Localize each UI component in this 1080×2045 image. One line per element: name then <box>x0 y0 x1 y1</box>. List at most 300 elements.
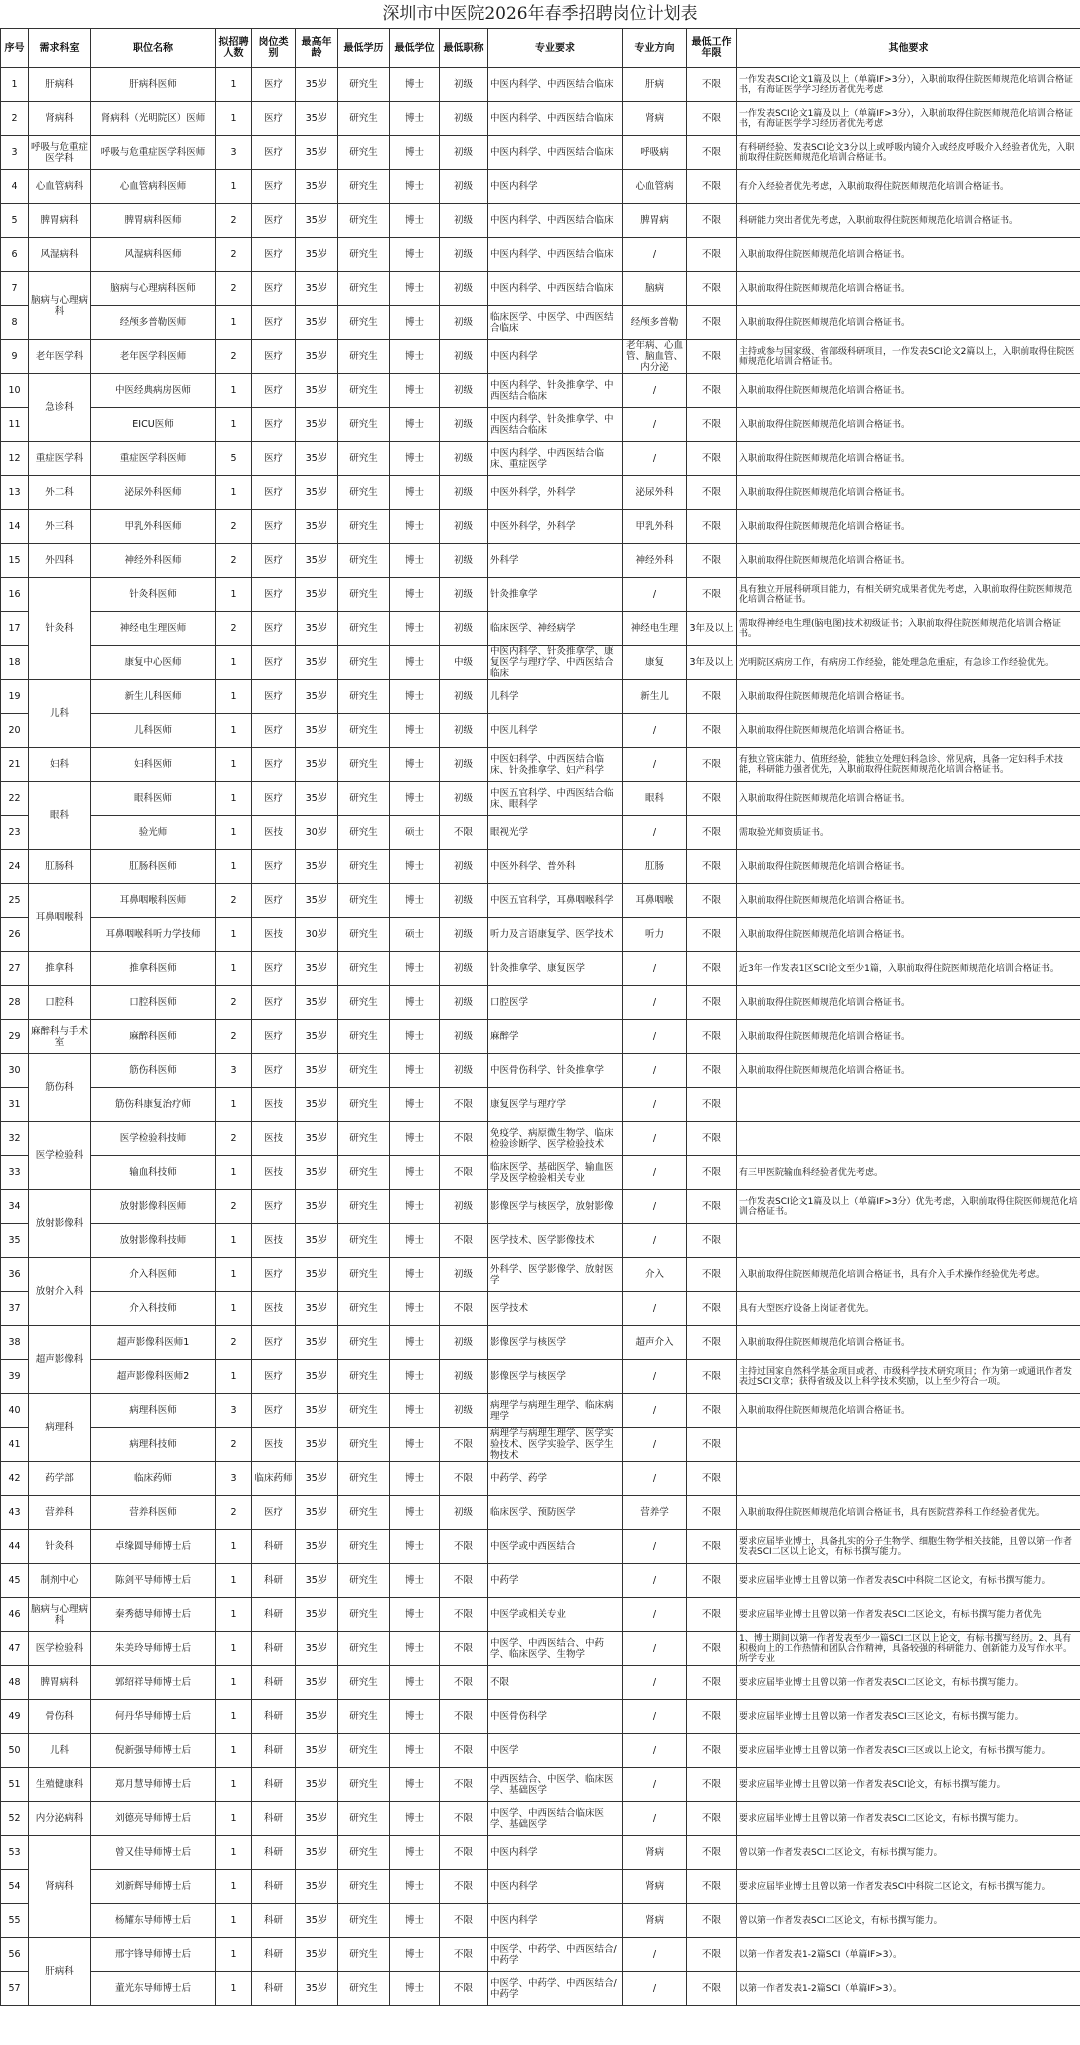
cell-title: 初级 <box>440 1360 488 1394</box>
cell-degree: 博士 <box>390 1530 440 1564</box>
cell-dept: 儿科 <box>29 1734 91 1768</box>
cell-position: 眼科医师 <box>91 782 216 816</box>
cell-other: 入职前取得住院医师规范化培训合格证书。 <box>737 850 1080 884</box>
cell-direction: 听力 <box>623 918 687 952</box>
table-row <box>1 442 1080 476</box>
cell-education: 研究生 <box>338 1700 390 1734</box>
cell-count: 1 <box>216 714 252 748</box>
table-row <box>1 1530 1080 1564</box>
cell-age: 35岁 <box>296 1904 338 1938</box>
cell-direction: / <box>623 1598 687 1632</box>
cell-degree: 博士 <box>390 68 440 102</box>
cell-position: 脑病与心理病科医师 <box>91 272 216 306</box>
cell-age: 35岁 <box>296 578 338 612</box>
cell-education: 研究生 <box>338 136 390 170</box>
cell-degree: 博士 <box>390 1360 440 1394</box>
cell-years: 不限 <box>687 816 737 850</box>
cell-major: 中医学、中药学、中西医结合/中药学 <box>488 1972 623 2006</box>
cell-education: 研究生 <box>338 170 390 204</box>
cell-category: 医技 <box>252 918 296 952</box>
cell-other: 入职前取得住院医师规范化培训合格证书。 <box>737 986 1080 1020</box>
cell-dept: 老年医学科 <box>29 340 91 374</box>
cell-degree: 博士 <box>390 952 440 986</box>
cell-years: 不限 <box>687 1054 737 1088</box>
cell-dept: 内分泌病科 <box>29 1802 91 1836</box>
cell-other: 入职前取得住院医师规范化培训合格证书。 <box>737 306 1080 340</box>
cell-category: 临床药师 <box>252 1462 296 1496</box>
cell-age: 35岁 <box>296 102 338 136</box>
cell-years: 3年及以上 <box>687 612 737 646</box>
cell-count: 1 <box>216 1938 252 1972</box>
cell-count: 1 <box>216 408 252 442</box>
cell-direction: / <box>623 1972 687 2006</box>
table-row <box>1 1394 1080 1428</box>
cell-position: 临床药师 <box>91 1462 216 1496</box>
cell-category: 科研 <box>252 1632 296 1666</box>
cell-category: 医疗 <box>252 952 296 986</box>
header-position: 职位名称 <box>91 29 216 68</box>
cell-age: 35岁 <box>296 340 338 374</box>
cell-category: 医疗 <box>252 306 296 340</box>
cell-education: 研究生 <box>338 1938 390 1972</box>
cell-major: 中医骨伤科学 <box>488 1700 623 1734</box>
cell-title: 初级 <box>440 136 488 170</box>
cell-category: 医疗 <box>252 476 296 510</box>
cell-title: 不限 <box>440 1088 488 1122</box>
cell-count: 2 <box>216 340 252 374</box>
cell-age: 35岁 <box>296 1632 338 1666</box>
header-row <box>1 29 1080 68</box>
cell-no: 21 <box>1 748 29 782</box>
cell-count: 3 <box>216 1462 252 1496</box>
cell-degree: 博士 <box>390 1904 440 1938</box>
table-row <box>1 1938 1080 1972</box>
cell-position: 何丹华导师博士后 <box>91 1700 216 1734</box>
cell-education: 研究生 <box>338 1632 390 1666</box>
cell-direction: / <box>623 1938 687 1972</box>
cell-degree: 硕士 <box>390 816 440 850</box>
cell-years: 不限 <box>687 1292 737 1326</box>
cell-years: 不限 <box>687 1020 737 1054</box>
table-row <box>1 1122 1080 1156</box>
cell-age: 35岁 <box>296 204 338 238</box>
cell-count: 2 <box>216 544 252 578</box>
cell-other: 入职前取得住院医师规范化培训合格证书。 <box>737 714 1080 748</box>
cell-education: 研究生 <box>338 102 390 136</box>
cell-position: 儿科医师 <box>91 714 216 748</box>
cell-title: 不限 <box>440 816 488 850</box>
cell-other: 科研能力突出者优先考虑，入职前取得住院医师规范化培训合格证书。 <box>737 204 1080 238</box>
table-row <box>1 1870 1080 1904</box>
cell-category: 医技 <box>252 1292 296 1326</box>
cell-title: 初级 <box>440 850 488 884</box>
cell-age: 35岁 <box>296 408 338 442</box>
cell-years: 不限 <box>687 1496 737 1530</box>
cell-count: 1 <box>216 102 252 136</box>
cell-degree: 博士 <box>390 1122 440 1156</box>
cell-education: 研究生 <box>338 1734 390 1768</box>
cell-major: 中医内科学、针灸推拿学、中西医结合临床 <box>488 408 623 442</box>
cell-education: 研究生 <box>338 782 390 816</box>
cell-major: 免疫学、病原微生物学、临床检验诊断学、医学检验技术 <box>488 1122 623 1156</box>
cell-age: 35岁 <box>296 1530 338 1564</box>
cell-direction: / <box>623 1292 687 1326</box>
cell-count: 1 <box>216 1530 252 1564</box>
cell-title: 不限 <box>440 1156 488 1190</box>
cell-education: 研究生 <box>338 408 390 442</box>
cell-category: 医疗 <box>252 986 296 1020</box>
cell-category: 医疗 <box>252 544 296 578</box>
cell-no: 8 <box>1 306 29 340</box>
cell-major: 病理学与病理生理学、医学实验技术、医学实验学、医学生物技术 <box>488 1428 623 1462</box>
cell-age: 35岁 <box>296 136 338 170</box>
table-row <box>1 68 1080 102</box>
cell-major: 临床医学、中医学、中西医结合临床 <box>488 306 623 340</box>
cell-age: 35岁 <box>296 782 338 816</box>
cell-education: 研究生 <box>338 1326 390 1360</box>
cell-position: 麻醉科医师 <box>91 1020 216 1054</box>
cell-title: 中级 <box>440 646 488 680</box>
cell-category: 医疗 <box>252 850 296 884</box>
cell-years: 不限 <box>687 1700 737 1734</box>
recruitment-table <box>0 28 1080 2006</box>
cell-position: 放射影像科技师 <box>91 1224 216 1258</box>
cell-direction: 营养学 <box>623 1496 687 1530</box>
cell-dept: 风湿病科 <box>29 238 91 272</box>
cell-age: 30岁 <box>296 918 338 952</box>
cell-direction: / <box>623 816 687 850</box>
cell-category: 医疗 <box>252 1258 296 1292</box>
cell-direction: 新生儿 <box>623 680 687 714</box>
cell-education: 研究生 <box>338 1802 390 1836</box>
cell-major: 中医外科学，外科学 <box>488 510 623 544</box>
cell-major: 中医骨伤科学、针灸推拿学 <box>488 1054 623 1088</box>
cell-count: 1 <box>216 1632 252 1666</box>
table-row <box>1 1326 1080 1360</box>
cell-count: 1 <box>216 1224 252 1258</box>
cell-count: 2 <box>216 204 252 238</box>
table-row <box>1 476 1080 510</box>
cell-title: 不限 <box>440 1598 488 1632</box>
cell-category: 医疗 <box>252 374 296 408</box>
cell-direction: 脾胃病 <box>623 204 687 238</box>
cell-direction: 脑病 <box>623 272 687 306</box>
cell-title: 不限 <box>440 1802 488 1836</box>
cell-direction: 神经外科 <box>623 544 687 578</box>
cell-major: 针灸推拿学、康复医学 <box>488 952 623 986</box>
cell-position: 验光师 <box>91 816 216 850</box>
cell-years: 不限 <box>687 306 737 340</box>
cell-other: 入职前取得住院医师规范化培训合格证书。 <box>737 510 1080 544</box>
cell-other: 要求应届毕业博士且曾以第一作者发表SCI中科院二区论文，有标书撰写能力。 <box>737 1564 1080 1598</box>
cell-age: 35岁 <box>296 1088 338 1122</box>
cell-degree: 博士 <box>390 272 440 306</box>
cell-category: 医疗 <box>252 578 296 612</box>
cell-years: 不限 <box>687 1632 737 1666</box>
table-row <box>1 1462 1080 1496</box>
cell-major: 中医内科学、中西医结合临床 <box>488 204 623 238</box>
cell-other: 1、博士期间以第一作者发表至少一篇SCI二区以上论文，有标书撰写经历。2、具有积极向上的工作热情和团队合作精神，具备较强的科研能力、创新能力及写作水平。所学专业 <box>737 1632 1080 1666</box>
cell-dept: 推拿科 <box>29 952 91 986</box>
cell-category: 医疗 <box>252 612 296 646</box>
cell-dept: 心血管病科 <box>29 170 91 204</box>
cell-major: 中医外科学、普外科 <box>488 850 623 884</box>
cell-major: 中医内科学、中西医结合临床 <box>488 136 623 170</box>
cell-count: 1 <box>216 1360 252 1394</box>
cell-other: 入职前取得住院医师规范化培训合格证书。 <box>737 884 1080 918</box>
cell-position: 中医经典病房医师 <box>91 374 216 408</box>
cell-age: 35岁 <box>296 952 338 986</box>
cell-title: 初级 <box>440 476 488 510</box>
cell-degree: 博士 <box>390 1734 440 1768</box>
cell-count: 1 <box>216 1870 252 1904</box>
cell-major: 中医内科学 <box>488 1904 623 1938</box>
cell-major: 听力及言语康复学、医学技术 <box>488 918 623 952</box>
cell-direction: 经颅多普勒 <box>623 306 687 340</box>
cell-degree: 博士 <box>390 374 440 408</box>
cell-years: 不限 <box>687 442 737 476</box>
cell-direction: 肾病 <box>623 1870 687 1904</box>
cell-dept: 病理科 <box>29 1394 91 1462</box>
cell-category: 医疗 <box>252 1190 296 1224</box>
cell-major: 影像医学与核医学 <box>488 1326 623 1360</box>
cell-position: 推拿科医师 <box>91 952 216 986</box>
cell-count: 1 <box>216 1802 252 1836</box>
cell-other: 入职前取得住院医师规范化培训合格证书。 <box>737 1326 1080 1360</box>
cell-category: 医疗 <box>252 272 296 306</box>
cell-other: 要求应届毕业博士且曾以第一作者发表SCI三区或以上论文，有标书撰写能力。 <box>737 1734 1080 1768</box>
cell-title: 不限 <box>440 1904 488 1938</box>
cell-category: 科研 <box>252 1564 296 1598</box>
cell-title: 初级 <box>440 612 488 646</box>
cell-title: 初级 <box>440 1326 488 1360</box>
cell-no: 46 <box>1 1598 29 1632</box>
cell-category: 医疗 <box>252 1020 296 1054</box>
cell-direction: / <box>623 1462 687 1496</box>
table-row <box>1 1360 1080 1394</box>
cell-direction: / <box>623 714 687 748</box>
cell-no: 25 <box>1 884 29 918</box>
cell-age: 35岁 <box>296 1836 338 1870</box>
cell-category: 医疗 <box>252 136 296 170</box>
cell-no: 13 <box>1 476 29 510</box>
header-age: 最高年龄 <box>296 29 338 68</box>
cell-category: 科研 <box>252 1904 296 1938</box>
cell-years: 不限 <box>687 544 737 578</box>
cell-position: 呼吸与危重症医学科医师 <box>91 136 216 170</box>
cell-count: 3 <box>216 1394 252 1428</box>
cell-position: 秦秀德导师博士后 <box>91 1598 216 1632</box>
cell-education: 研究生 <box>338 1972 390 2006</box>
header-dept: 需求科室 <box>29 29 91 68</box>
cell-no: 1 <box>1 68 29 102</box>
cell-title: 不限 <box>440 1972 488 2006</box>
cell-education: 研究生 <box>338 204 390 238</box>
cell-direction: 超声介入 <box>623 1326 687 1360</box>
table-row <box>1 1904 1080 1938</box>
cell-position: 倪新强导师博士后 <box>91 1734 216 1768</box>
cell-degree: 博士 <box>390 884 440 918</box>
cell-education: 研究生 <box>338 884 390 918</box>
cell-age: 35岁 <box>296 1938 338 1972</box>
cell-major: 中医儿科学 <box>488 714 623 748</box>
cell-category: 医疗 <box>252 782 296 816</box>
cell-no: 56 <box>1 1938 29 1972</box>
cell-education: 研究生 <box>338 1496 390 1530</box>
cell-category: 医技 <box>252 1156 296 1190</box>
cell-dept: 肾病科 <box>29 1836 91 1938</box>
cell-major: 中医学 <box>488 1734 623 1768</box>
table-row <box>1 1292 1080 1326</box>
cell-years: 不限 <box>687 238 737 272</box>
cell-count: 1 <box>216 374 252 408</box>
cell-other: 有介入经验者优先考虑，入职前取得住院医师规范化培训合格证书。 <box>737 170 1080 204</box>
cell-no: 23 <box>1 816 29 850</box>
table-row <box>1 374 1080 408</box>
cell-title: 不限 <box>440 1734 488 1768</box>
cell-title: 不限 <box>440 1564 488 1598</box>
cell-count: 1 <box>216 1258 252 1292</box>
table-row <box>1 714 1080 748</box>
cell-position: 郑月慧导师博士后 <box>91 1768 216 1802</box>
cell-position: 肛肠科医师 <box>91 850 216 884</box>
cell-degree: 博士 <box>390 1224 440 1258</box>
cell-education: 研究生 <box>338 1904 390 1938</box>
cell-category: 科研 <box>252 1530 296 1564</box>
cell-direction: / <box>623 578 687 612</box>
cell-education: 研究生 <box>338 374 390 408</box>
cell-education: 研究生 <box>338 544 390 578</box>
header-years: 最低工作年限 <box>687 29 737 68</box>
cell-age: 35岁 <box>296 238 338 272</box>
cell-title: 初级 <box>440 374 488 408</box>
cell-no: 9 <box>1 340 29 374</box>
cell-age: 35岁 <box>296 374 338 408</box>
table-row <box>1 1156 1080 1190</box>
cell-count: 3 <box>216 136 252 170</box>
cell-direction: 呼吸病 <box>623 136 687 170</box>
cell-count: 1 <box>216 816 252 850</box>
cell-dept: 药学部 <box>29 1462 91 1496</box>
cell-years: 不限 <box>687 1564 737 1598</box>
cell-education: 研究生 <box>338 612 390 646</box>
cell-dept: 骨伤科 <box>29 1700 91 1734</box>
cell-dept: 脑病与心理病科 <box>29 272 91 340</box>
cell-no: 7 <box>1 272 29 306</box>
cell-count: 1 <box>216 1836 252 1870</box>
cell-age: 35岁 <box>296 272 338 306</box>
cell-other: 一作发表SCI论文1篇及以上（单篇IF>3分）优先考虑，入职前取得住院医师规范化培训合格证书。 <box>737 1190 1080 1224</box>
cell-title: 初级 <box>440 1258 488 1292</box>
cell-years: 不限 <box>687 1156 737 1190</box>
cell-count: 1 <box>216 1734 252 1768</box>
cell-count: 1 <box>216 1088 252 1122</box>
cell-years: 不限 <box>687 136 737 170</box>
cell-category: 医技 <box>252 816 296 850</box>
cell-age: 35岁 <box>296 1768 338 1802</box>
cell-direction: 肛肠 <box>623 850 687 884</box>
cell-major: 外科学、医学影像学、放射医学 <box>488 1258 623 1292</box>
cell-direction: / <box>623 952 687 986</box>
cell-direction: / <box>623 1802 687 1836</box>
cell-education: 研究生 <box>338 850 390 884</box>
header-no: 序号 <box>1 29 29 68</box>
cell-age: 35岁 <box>296 1292 338 1326</box>
cell-other: 一作发表SCI论文1篇及以上（单篇IF>3分），入职前取得住院医师规范化培训合格证书，有海证医学学习经历者优先考虑 <box>737 68 1080 102</box>
cell-major: 中医学或相关专业 <box>488 1598 623 1632</box>
cell-education: 研究生 <box>338 646 390 680</box>
table-row <box>1 170 1080 204</box>
cell-count: 1 <box>216 850 252 884</box>
cell-education: 研究生 <box>338 272 390 306</box>
cell-age: 35岁 <box>296 1802 338 1836</box>
cell-category: 科研 <box>252 1870 296 1904</box>
cell-position: 杨耀东导师博士后 <box>91 1904 216 1938</box>
cell-position: 康复中心医师 <box>91 646 216 680</box>
cell-category: 医疗 <box>252 442 296 476</box>
table-row <box>1 510 1080 544</box>
cell-degree: 博士 <box>390 510 440 544</box>
cell-dept: 制剂中心 <box>29 1564 91 1598</box>
cell-title: 初级 <box>440 442 488 476</box>
cell-other: 以第一作者发表1-2篇SCI（单篇IF>3）。 <box>737 1972 1080 2006</box>
cell-no: 5 <box>1 204 29 238</box>
cell-age: 35岁 <box>296 850 338 884</box>
cell-position: 陈剑平导师博士后 <box>91 1564 216 1598</box>
cell-title: 初级 <box>440 68 488 102</box>
cell-no: 47 <box>1 1632 29 1666</box>
cell-direction: / <box>623 1190 687 1224</box>
cell-title: 初级 <box>440 272 488 306</box>
cell-years: 不限 <box>687 170 737 204</box>
cell-years: 不限 <box>687 1598 737 1632</box>
cell-no: 32 <box>1 1122 29 1156</box>
cell-position: 甲乳外科医师 <box>91 510 216 544</box>
cell-years: 不限 <box>687 1938 737 1972</box>
cell-position: 刘德亮导师博士后 <box>91 1802 216 1836</box>
cell-count: 1 <box>216 782 252 816</box>
cell-major: 中医学或中西医结合 <box>488 1530 623 1564</box>
cell-no: 4 <box>1 170 29 204</box>
cell-education: 研究生 <box>338 1530 390 1564</box>
cell-title: 不限 <box>440 1224 488 1258</box>
cell-title: 初级 <box>440 680 488 714</box>
cell-major: 中医学、中西医结合临床医学、基础医学 <box>488 1802 623 1836</box>
cell-no: 38 <box>1 1326 29 1360</box>
cell-other: 有三甲医院输血科经验者优先考虑。 <box>737 1156 1080 1190</box>
cell-education: 研究生 <box>338 1564 390 1598</box>
cell-degree: 博士 <box>390 1564 440 1598</box>
cell-major: 中医内科学 <box>488 1836 623 1870</box>
cell-count: 1 <box>216 952 252 986</box>
cell-education: 研究生 <box>338 1258 390 1292</box>
cell-other: 要求应届毕业博士，具备扎实的分子生物学、细胞生物学相关技能，且曾以第一作者发表SCI二区以上论文，有标书撰写能力。 <box>737 1530 1080 1564</box>
cell-age: 35岁 <box>296 1156 338 1190</box>
cell-category: 医疗 <box>252 1326 296 1360</box>
cell-other: 入职前取得住院医师规范化培训合格证书。 <box>737 1054 1080 1088</box>
cell-no: 3 <box>1 136 29 170</box>
cell-count: 1 <box>216 1904 252 1938</box>
cell-category: 科研 <box>252 1700 296 1734</box>
cell-age: 35岁 <box>296 510 338 544</box>
cell-major: 中医内科学、中西医结合临床 <box>488 238 623 272</box>
cell-position: 新生儿科医师 <box>91 680 216 714</box>
cell-major: 中医妇科学、中西医结合临床、针灸推拿学、妇产科学 <box>488 748 623 782</box>
cell-direction: / <box>623 1088 687 1122</box>
cell-category: 医疗 <box>252 646 296 680</box>
cell-direction: / <box>623 1700 687 1734</box>
cell-degree: 博士 <box>390 1088 440 1122</box>
